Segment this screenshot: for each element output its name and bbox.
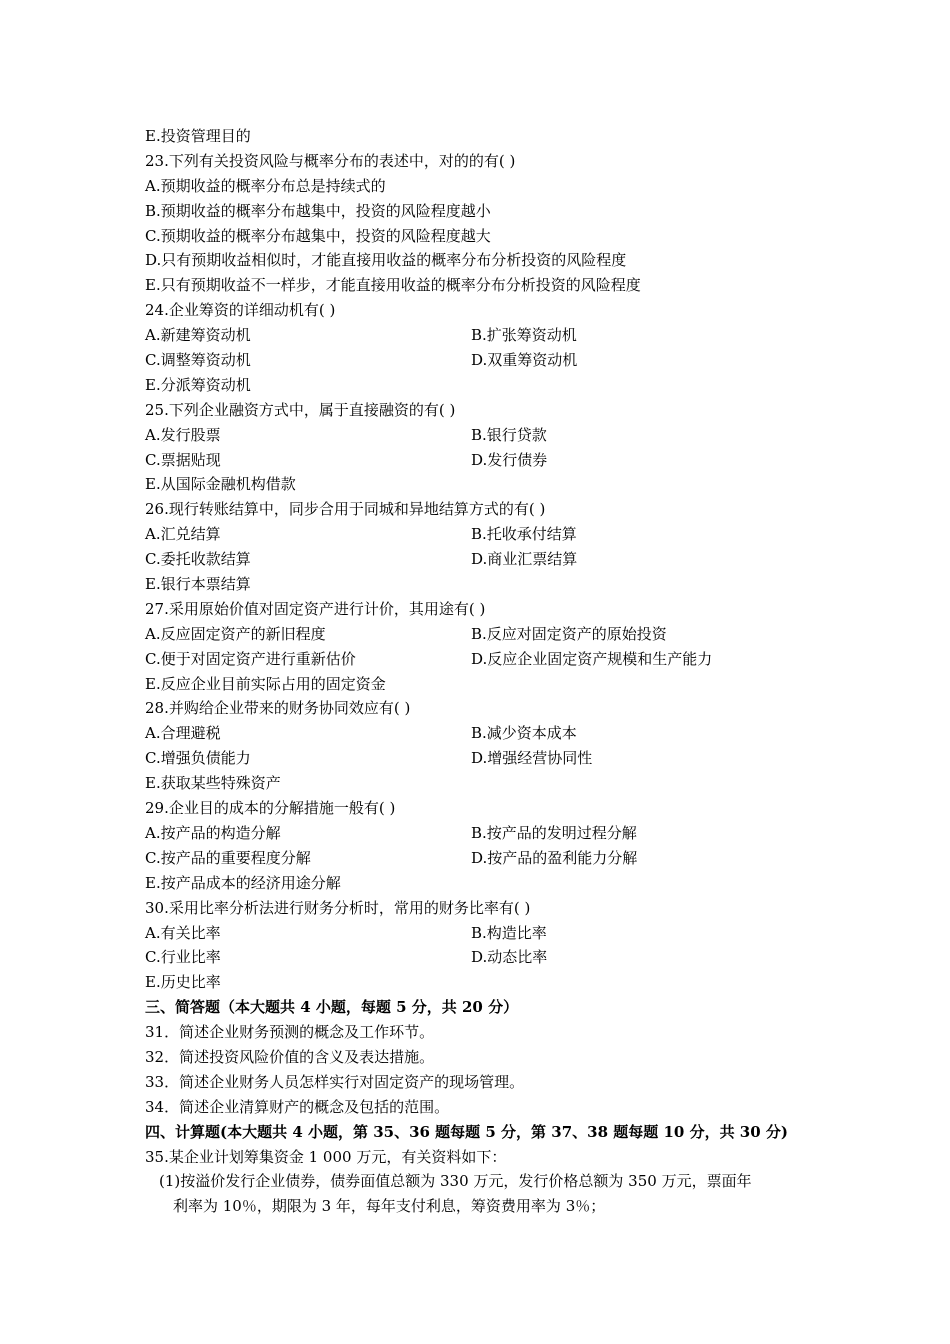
- option-line: E.银行本票结算: [145, 575, 251, 594]
- option-line: E.获取某些特殊资产: [145, 774, 281, 793]
- option-line: B.预期收益的概率分布越集中，投资的风险程度越小: [145, 201, 491, 220]
- option-text: B.按产品的发明过程分解: [471, 823, 637, 842]
- question-line: 27.采用原始价值对固定资产进行计价，其用途有( ): [145, 599, 486, 618]
- option-line: C.预期收益的概率分布越集中，投资的风险程度越大: [145, 226, 491, 245]
- option-text: B.构造比率: [471, 923, 547, 942]
- option-text: A.合理避税: [145, 724, 221, 743]
- option-row: [145, 448, 825, 473]
- question-line: 24.企业筹资的详细动机有( ): [145, 301, 336, 320]
- option-line: E.投资管理目的: [145, 127, 251, 145]
- option-line: E.只有预期收益不一样步，才能直接用收益的概率分布分析投资的风险程度: [145, 276, 641, 295]
- option-text: C.行业比率: [145, 948, 221, 967]
- question-line: 35.某企业计划筹集资金 1 000 万元，有关资料如下：: [145, 1147, 507, 1166]
- option-text: A.有关比率: [145, 923, 221, 942]
- option-line: E.反应企业目前实际占用的固定资金: [145, 674, 386, 693]
- option-text: A.发行股票: [145, 425, 221, 444]
- option-text: C.调整筹资动机: [145, 351, 251, 370]
- option-row: [145, 921, 825, 946]
- option-line: D.只有预期收益相似时，才能直接用收益的概率分布分析投资的风险程度: [145, 251, 627, 270]
- option-text: C.委托收款结算: [145, 550, 251, 569]
- option-row: [145, 423, 825, 448]
- option-text: D.双重筹资动机: [471, 351, 578, 370]
- question-line: 26.现行转账结算中，同步合用于同城和异地结算方式的有( ): [145, 500, 546, 519]
- option-text: C.增强负债能力: [145, 749, 251, 768]
- option-text: D.发行债券: [471, 450, 548, 469]
- section-heading: 四、计算题(本大题共 4 小题，第 35、36 题每题 5 分，第 37、38 题每题 10 分，共 30 分): [145, 1122, 788, 1141]
- question-line: 33．简述企业财务人员怎样实行对固定资产的现场管理。: [145, 1072, 525, 1091]
- option-row: [145, 647, 825, 672]
- question-line: 29.企业目的成本的分解措施一般有( ): [145, 799, 396, 818]
- option-text: C.便于对固定资产进行重新估价: [145, 649, 356, 668]
- option-row: [145, 547, 825, 572]
- question-line: 30.采用比率分析法进行财务分析时，常用的财务比率有( ): [145, 898, 531, 917]
- question-line: 31．简述企业财务预测的概念及工作环节。: [145, 1023, 435, 1042]
- sub-item-line: (1)按溢价发行企业债券，债券面值总额为 330 万元，发行价格总额为 350 万元，票面年: [159, 1172, 752, 1191]
- option-text: D.增强经营协同性: [471, 749, 593, 768]
- option-text: B.扩张筹资动机: [471, 326, 577, 345]
- option-text: A.新建筹资动机: [145, 326, 251, 345]
- option-line: E.从国际金融机构借款: [145, 475, 296, 494]
- option-line: E.历史比率: [145, 973, 221, 992]
- document-page: [145, 124, 825, 1219]
- question-line: 32．简述投资风险价值的含义及表达措施。: [145, 1047, 435, 1066]
- option-text: D.按产品的盈利能力分解: [471, 848, 638, 867]
- option-text: C.按产品的重要程度分解: [145, 848, 311, 867]
- option-text: D.反应企业固定资产规模和生产能力: [471, 649, 713, 668]
- option-row: [145, 945, 825, 970]
- section-heading: 三、简答题（本大题共 4 小题，每题 5 分，共 20 分）: [145, 998, 519, 1017]
- option-line: E.分派筹资动机: [145, 375, 251, 394]
- option-text: C.票据贴现: [145, 450, 221, 469]
- question-line: 25.下列企业融资方式中，属于直接融资的有( ): [145, 400, 456, 419]
- option-line: E.按产品成本的经济用途分解: [145, 873, 341, 892]
- question-line: 28.并购给企业带来的财务协同效应有( ): [145, 699, 411, 718]
- question-line: 34．简述企业清算财产的概念及包括的范围。: [145, 1097, 450, 1116]
- question-line: 23.下列有关投资风险与概率分布的表述中，对的的有( ): [145, 151, 516, 170]
- option-text: A.反应固定资产的新旧程度: [145, 624, 326, 643]
- option-row: [145, 746, 825, 771]
- option-text: B.反应对固定资产的原始投资: [471, 624, 667, 643]
- option-row: [145, 323, 825, 348]
- option-text: A.按产品的构造分解: [145, 823, 281, 842]
- option-row: [145, 522, 825, 547]
- option-text: B.减少资本成本: [471, 724, 577, 743]
- option-row: [145, 721, 825, 746]
- option-row: [145, 821, 825, 846]
- option-row: [145, 622, 825, 647]
- option-row: [145, 846, 825, 871]
- option-text: A.汇兑结算: [145, 525, 221, 544]
- option-text: D.动态比率: [471, 948, 548, 967]
- option-text: B.托收承付结算: [471, 525, 577, 544]
- option-text: B.银行贷款: [471, 425, 547, 444]
- option-line: A.预期收益的概率分布总是持续式的: [145, 176, 386, 195]
- option-text: D.商业汇票结算: [471, 550, 578, 569]
- sub-item-continuation: 利率为 10％，期限为 3 年，每年支付利息，筹资费用率为 3％；: [173, 1197, 606, 1216]
- option-row: [145, 348, 825, 373]
